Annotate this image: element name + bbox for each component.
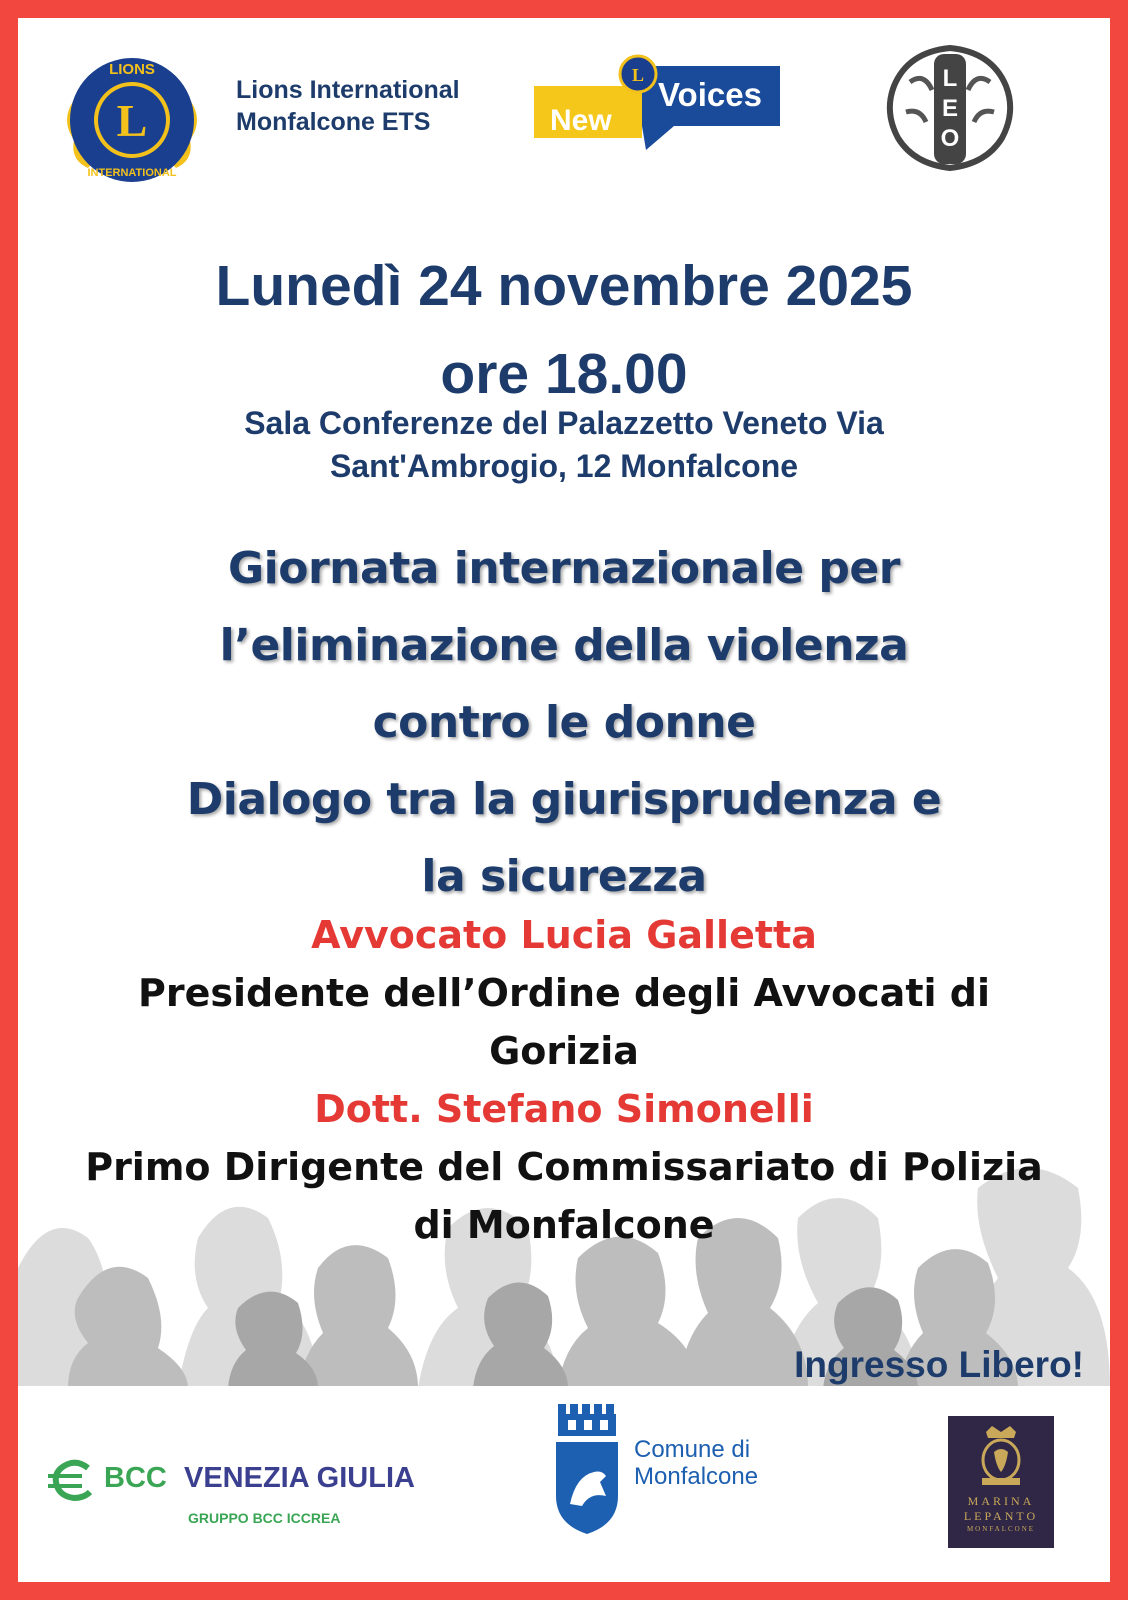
- new-voices-logo: [534, 54, 784, 164]
- poster: [18, 18, 1110, 1582]
- speaker-2-role-line1: Primo Dirigente del Commissariato di Polizia: [85, 1145, 1043, 1189]
- marina-lepanto-logo: [948, 1416, 1054, 1548]
- new-voices-word1: New: [550, 104, 612, 137]
- bcc-logo: [48, 1456, 448, 1536]
- new-voices-word2: Voices: [658, 76, 762, 113]
- svg-text:L: L: [116, 95, 148, 146]
- svg-text:E: E: [941, 95, 959, 122]
- marina-line1: MARINA: [967, 1494, 1035, 1508]
- svg-text:L: L: [631, 65, 645, 85]
- speakers: [18, 906, 1110, 1254]
- event-title: [18, 530, 1110, 915]
- title-line: Dialogo tra la giurisprudenza e: [186, 774, 942, 825]
- title-line: l’eliminazione della violenza: [219, 620, 909, 671]
- comune-line2: Monfalcone: [634, 1463, 759, 1490]
- lions-org-line2: Monfalcone ETS: [236, 108, 431, 136]
- bcc-prefix: BCC: [104, 1462, 167, 1494]
- marina-line3: MONFALCONE: [966, 1525, 1036, 1533]
- comune-name: [634, 1436, 758, 1490]
- speaker-2-name: Dott. Stefano Simonelli: [314, 1087, 814, 1131]
- svg-text:L: L: [942, 65, 958, 92]
- title-line: la sicurezza: [421, 851, 707, 902]
- title-line: contro le donne: [372, 697, 756, 748]
- lions-org-line1: Lions International: [236, 76, 460, 104]
- lions-org-name: [236, 74, 460, 138]
- entry-note: Ingresso Libero!: [794, 1344, 1084, 1385]
- leo-logo: [880, 42, 1020, 172]
- speaker-1-role-line2: Gorizia: [489, 1029, 639, 1073]
- bcc-name: VENEZIA GIULIA: [184, 1462, 415, 1494]
- event-venue: [18, 402, 1110, 488]
- title-line: Giornata internazionale per: [228, 543, 900, 594]
- event-time: ore 18.00: [440, 342, 688, 406]
- lions-international-logo: [52, 40, 212, 200]
- comune-line1: Comune di: [634, 1436, 751, 1463]
- sponsor-footer: [18, 1386, 1110, 1582]
- marina-crest: [976, 1426, 1026, 1488]
- svg-text:INTERNATIONAL: INTERNATIONAL: [87, 167, 177, 179]
- event-date: Lunedì 24 novembre 2025: [215, 254, 913, 318]
- marina-text: [948, 1494, 1054, 1534]
- bcc-group: GRUPPO BCC ICCREA: [188, 1510, 341, 1526]
- venue-line1: Sala Conferenze del Palazzetto Veneto Via: [244, 405, 884, 441]
- bcc-icon: [48, 1458, 98, 1502]
- speaker-2-role-line2: di Monfalcone: [413, 1203, 715, 1247]
- venue-line2: Sant'Ambrogio, 12 Monfalcone: [329, 448, 799, 484]
- comune-crest: [554, 1396, 622, 1536]
- speaker-1-name: Avvocato Lucia Galletta: [311, 913, 817, 957]
- svg-text:O: O: [940, 125, 960, 152]
- svg-text:LIONS: LIONS: [109, 61, 155, 78]
- speaker-1-role-line1: Presidente dell’Ordine degli Avvocati di: [138, 971, 990, 1015]
- marina-line2: LEPANTO: [963, 1509, 1039, 1523]
